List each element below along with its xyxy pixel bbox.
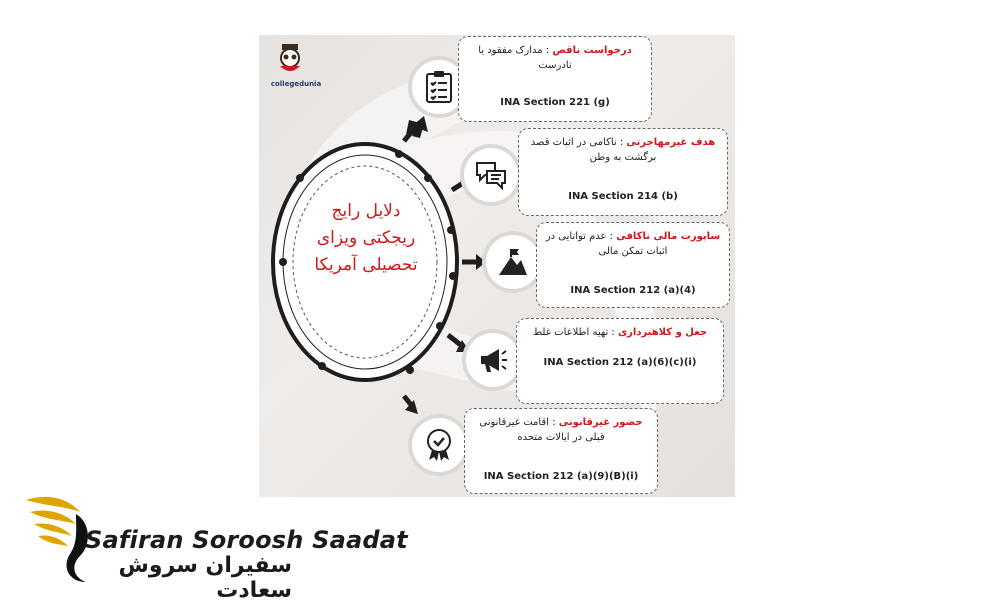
reason-detail: : عدم توانایی در اثبات تمکن مالی — [545, 231, 668, 257]
center-title — [296, 198, 436, 279]
reason-heading — [459, 37, 651, 73]
collegedunia-logo — [280, 44, 300, 71]
ina-section: INA Section 214 (b) — [568, 191, 678, 202]
reason-box — [516, 318, 724, 404]
wing-logo — [24, 494, 94, 584]
reason-heading — [465, 409, 657, 445]
ina-section: INA Section 221 (g) — [500, 97, 610, 108]
reason-heading — [537, 223, 729, 259]
reason-heading — [517, 319, 723, 340]
reason-detail: : اقامت غیرقانونی قبلی در ایالات متحده — [479, 417, 605, 443]
megaphone-icon — [466, 333, 520, 387]
ina-section: INA Section 212 (a)(4) — [570, 285, 696, 296]
ina-section: INA Section 212 (a)(9)(B)(i) — [483, 471, 639, 482]
ina-section: INA Section 212 (a)(6)(c)(i) — [543, 357, 697, 368]
certificate-badge-icon — [412, 418, 466, 472]
chat-bubbles-icon — [464, 148, 518, 202]
reason-highlight: درخواست ناقص — [552, 45, 632, 56]
reason-highlight: ساپورت مالی ناکافی — [616, 231, 721, 242]
reason-box — [464, 408, 658, 494]
reason-highlight: جعل و کلاهبرداری — [617, 327, 708, 338]
reason-box — [458, 36, 652, 122]
brand-name-en: Safiran Soroosh Saadat — [85, 526, 408, 554]
reason-highlight: هدف غیرمهاجرتی — [626, 137, 716, 148]
reason-box — [518, 128, 728, 216]
reason-detail: : ناکامی در اثبات قصد برگشت به وطن — [530, 137, 657, 163]
collegedunia-text: collegedunia — [270, 80, 322, 88]
reason-detail: : مدارک مفقود یا نادرست — [478, 45, 572, 71]
reason-box — [536, 222, 730, 308]
center-title-line: تحصیلی آمریکا — [314, 255, 418, 275]
center-title-line: ریجکتی ویزای — [316, 228, 416, 248]
reason-highlight: حضور غیرقانونی — [558, 417, 643, 428]
mountain-flag-icon — [486, 235, 540, 289]
reason-detail: : تهیه اطلاعات غلط — [532, 327, 615, 338]
center-title-line: دلایل رایج — [331, 201, 401, 221]
reason-heading — [519, 129, 727, 165]
brand-name-fa: سفیران سروش سعادت — [118, 553, 292, 603]
